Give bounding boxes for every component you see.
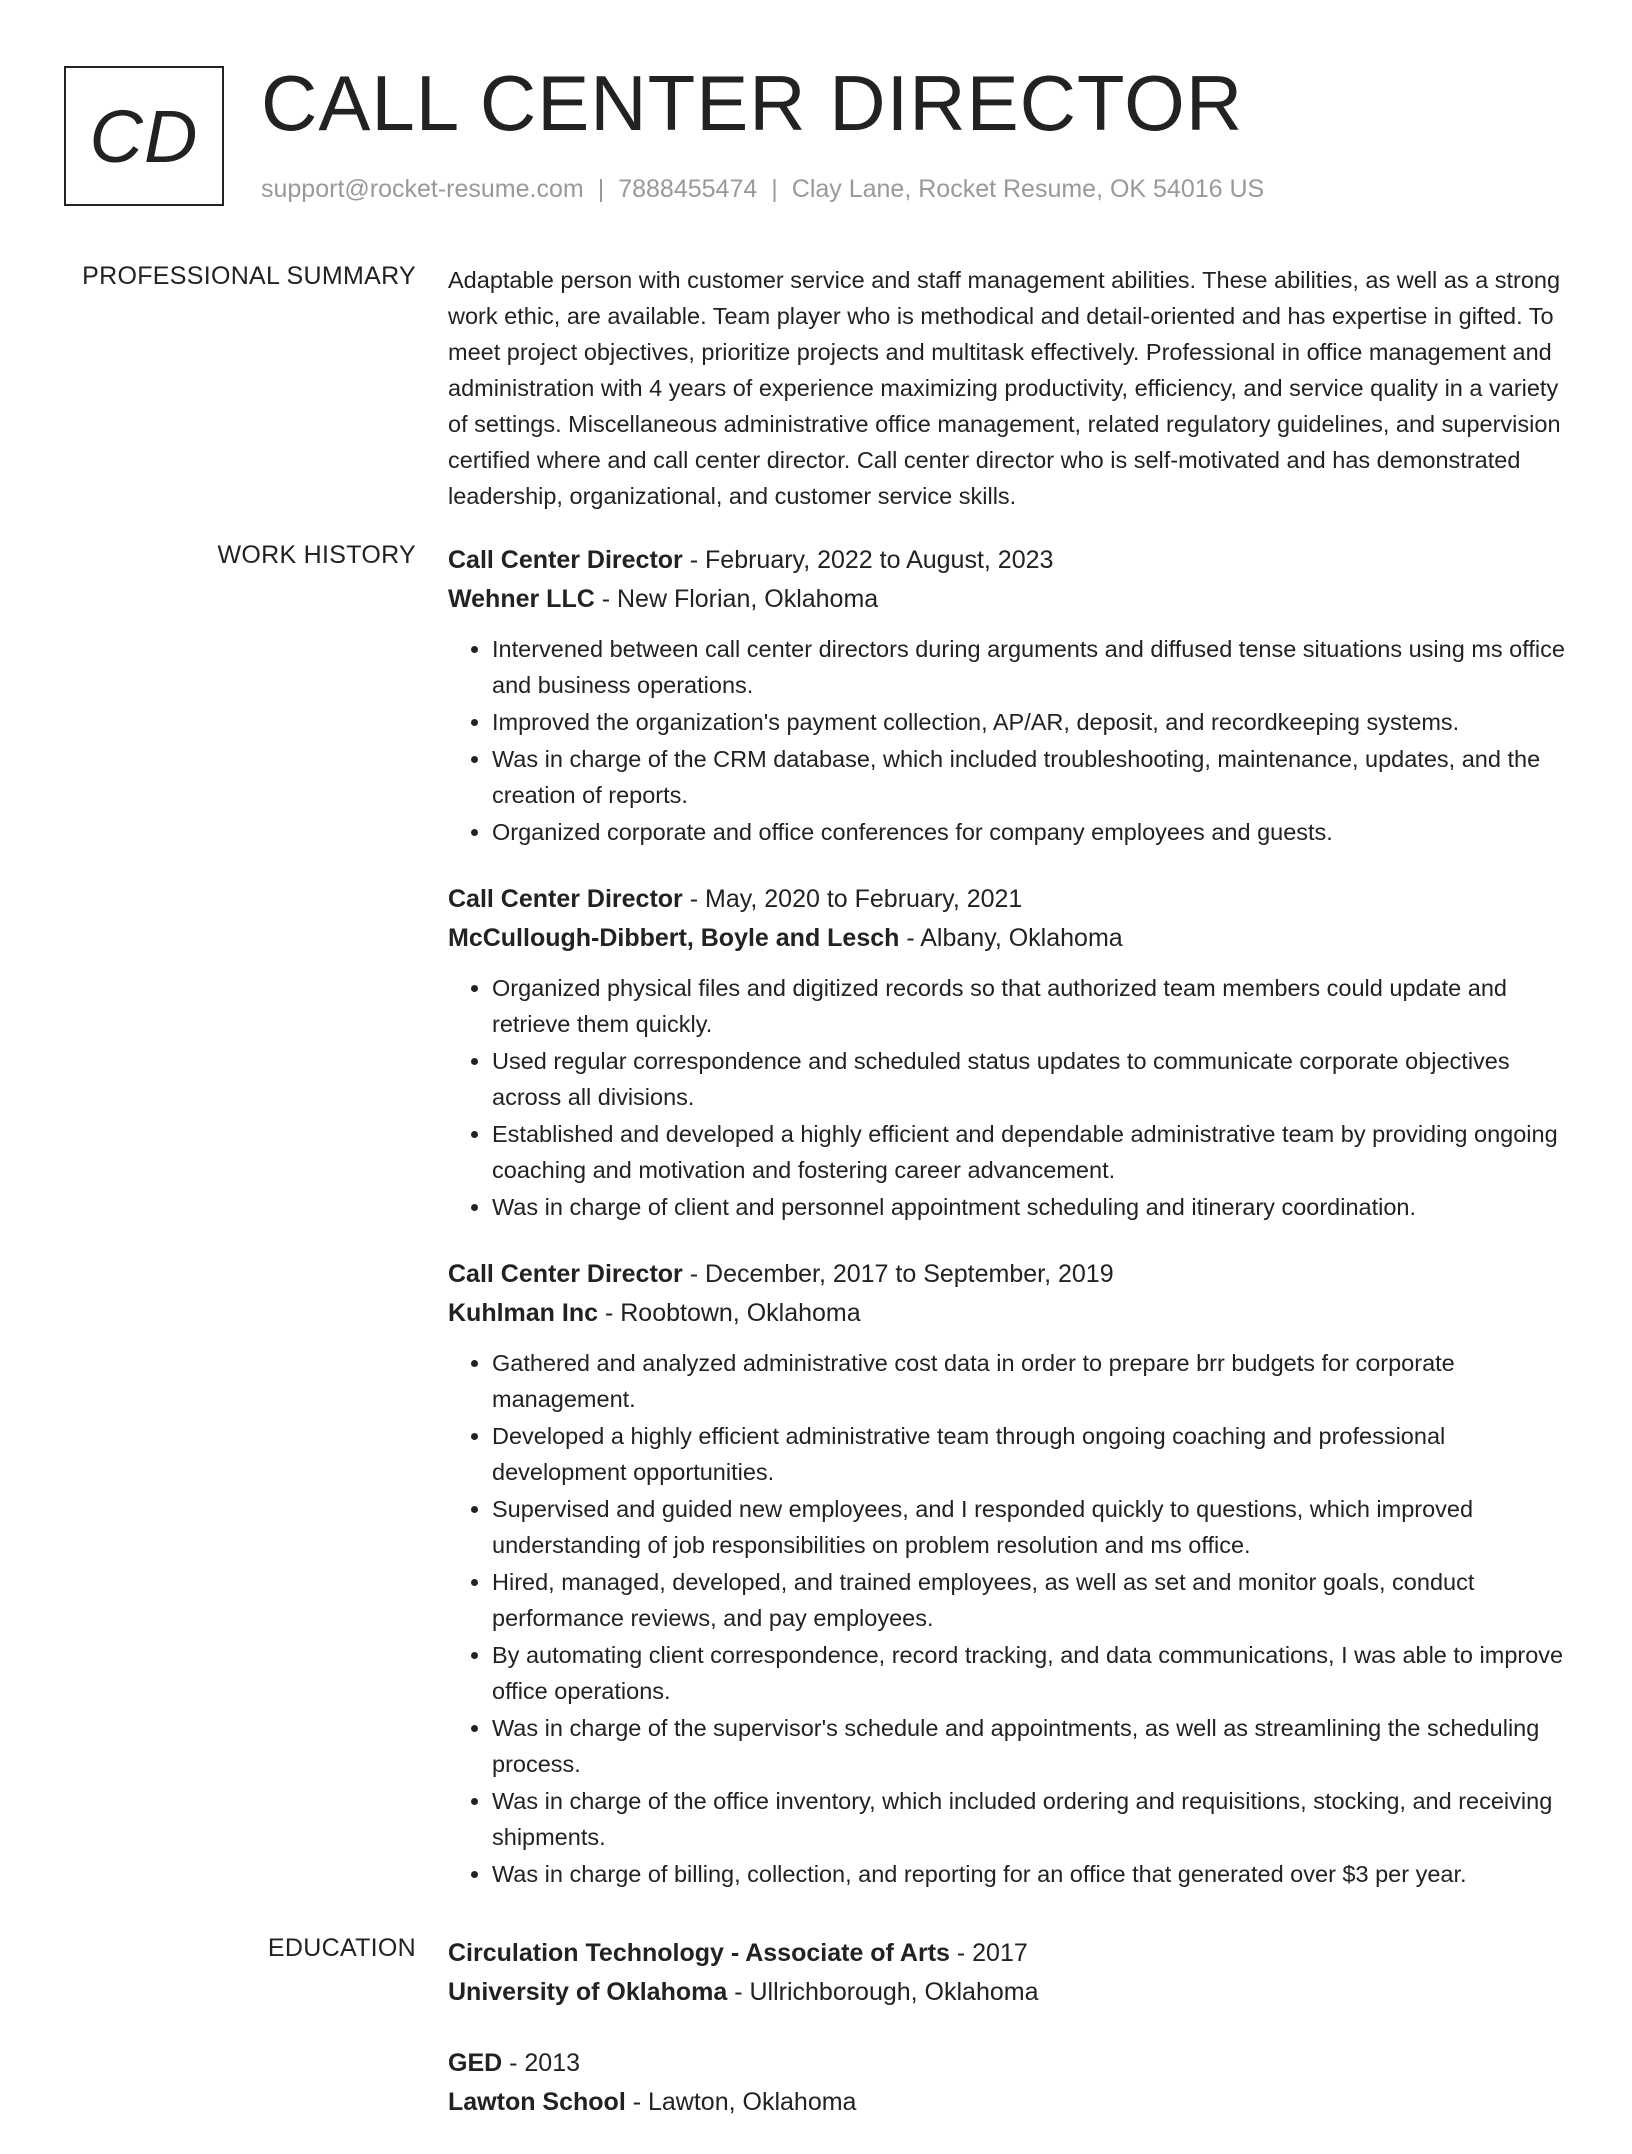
education-degree-line [448,2044,1568,2083]
job-dates: - May, 2020 to February, 2021 [682,885,1023,913]
contact-address: Clay Lane, Rocket Resume, OK 54016 US [791,175,1265,203]
job-bullet: • Was in charge of the CRM database, which included troubleshooting, maintenance, updates, and the creation of reports. [492,741,1568,813]
job-entry [448,880,1568,1225]
job-bullet: • Established and developed a highly efficient and dependable administrative team by providing ongoing coaching and motivation and fostering career advancement. [492,1116,1568,1188]
job-location: - New Florian, Oklahoma [594,585,879,613]
contact-separator: | [597,175,605,203]
education-location: - Ullrichborough, Oklahoma [727,1978,1039,2006]
job-bullets [448,970,1568,1225]
contact-separator: | [771,175,778,203]
job-entry [448,541,1568,850]
monogram-box [64,66,224,206]
section-title-summary: PROFESSIONAL SUMMARY [82,262,416,290]
section-title-education: EDUCATION [267,1934,416,1962]
job-bullet: • By automating client correspondence, record tracking, and data communications, I was able to improve office operations. [492,1637,1568,1709]
job-title-line [448,880,1568,919]
job-title-line [448,541,1568,580]
job-location: - Albany, Oklahoma [899,924,1123,952]
education-degree: Circulation Technology - Associate of Arts [448,1939,950,1967]
job-bullet: • Was in charge of the office inventory, which included ordering and requisitions, stocking, and receiving shipments. [492,1783,1568,1855]
job-company-line [448,1294,1568,1333]
education-location: - Lawton, Oklahoma [625,2088,857,2116]
job-dates: - December, 2017 to September, 2019 [682,1260,1114,1288]
job-location: - Roobtown, Oklahoma [598,1299,861,1327]
job-bullet: • Was in charge of the supervisor's schedule and appointments, as well as streamlining the scheduling process. [492,1710,1568,1782]
job-bullet: • Gathered and analyzed administrative cost data in order to prepare brr budgets for corporate management. [492,1345,1568,1417]
contact-line [261,175,1264,204]
education-school: Lawton School [448,2088,626,2116]
job-role: Call Center Director [448,885,683,913]
job-company: Kuhlman Inc [448,1299,599,1327]
job-bullet: • Hired, managed, developed, and trained employees, as well as set and monitor goals, conduct performance reviews, and pay employees. [492,1564,1568,1636]
job-bullets [448,631,1568,850]
job-bullet: • Intervened between call center directors during arguments and diffused tense situations using ms office and business operations. [492,631,1568,703]
education-school-line [448,1973,1568,2012]
job-entry [448,1255,1568,1892]
education-year: - 2013 [502,2049,581,2077]
summary-text: Adaptable person with customer service and staff management abilities. These abilities, as well as a strong work ethic, are available. Team player who is methodical and detail-oriented and has expertise in gifted. To meet project objectives, prioritize projects and multitask effectively. Professional in office management and administration with 4 years of experience maximizing productivity, efficiency, and service quality in a variety of settings. Miscellaneous administrative office management, related regulatory guidelines, and supervision certified where and call center director. Call center director who is self-motivated and has demonstrated leadership, organizational, and customer service skills. [448,267,1561,509]
contact-email: support@rocket-resume.com [261,175,584,203]
education-school-line [448,2083,1568,2122]
education-entry [448,2044,1568,2122]
education-degree: GED [448,2049,503,2077]
job-title-line [448,1255,1568,1294]
education-entry [448,1934,1568,2012]
job-role: Call Center Director [448,1260,683,1288]
job-bullet: • Used regular correspondence and scheduled status updates to communicate corporate objectives across all divisions. [492,1043,1568,1115]
job-bullet: • Developed a highly efficient administrative team through ongoing coaching and professional development opportunities. [492,1418,1568,1490]
job-dates: - February, 2022 to August, 2023 [682,546,1054,574]
job-bullets [448,1345,1568,1892]
resume-name: CALL CENTER DIRECTOR [261,59,1244,147]
education-year: - 2017 [949,1939,1028,1967]
section-title-work-history: WORK HISTORY [217,541,416,569]
job-role: Call Center Director [448,546,683,574]
education-degree-line [448,1934,1568,1973]
job-company-line [448,580,1568,619]
job-bullet: • Organized corporate and office conferences for company employees and guests. [492,814,1568,850]
job-company-line [448,919,1568,958]
job-bullet: • Improved the organization's payment collection, AP/AR, deposit, and recordkeeping systems. [492,704,1568,740]
contact-phone: 7888455474 [618,175,758,203]
job-company: Wehner LLC [448,585,595,613]
job-bullet: • Organized physical files and digitized records so that authorized team members could update and retrieve them quickly. [492,970,1568,1042]
job-bullet: • Supervised and guided new employees, and I responded quickly to questions, which improved understanding of job responsibilities on problem resolution and ms office. [492,1491,1568,1563]
job-bullet: • Was in charge of client and personnel appointment scheduling and itinerary coordination. [492,1189,1568,1225]
job-company: McCullough-Dibbert, Boyle and Lesch [448,924,900,952]
monogram-initials: CD [89,94,199,178]
education-school: University of Oklahoma [448,1978,728,2006]
job-bullet: • Was in charge of billing, collection, and reporting for an office that generated over $3 per year. [492,1856,1568,1892]
